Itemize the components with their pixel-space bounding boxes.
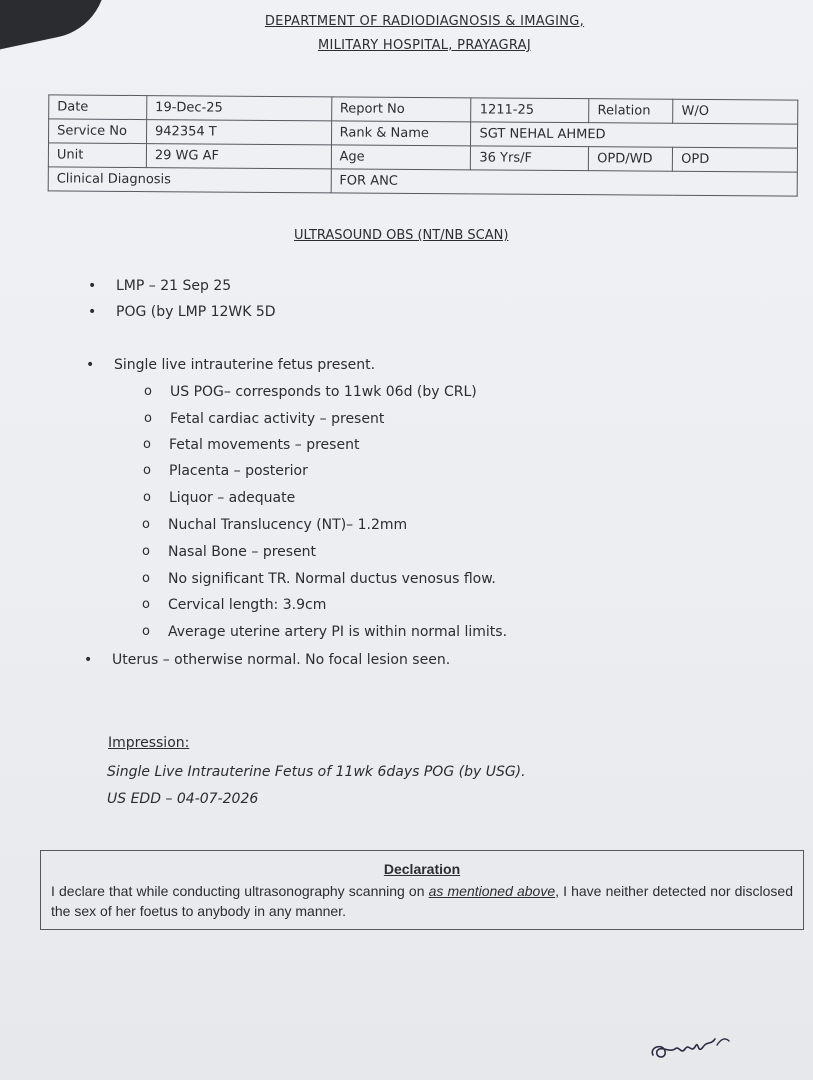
opd-wd-value: OPD: [673, 147, 798, 172]
declaration-box: [40, 850, 804, 930]
sub-finding: o Cervical length: 3.9cm: [168, 597, 326, 613]
rank-name-value: SGT NEHAL AHMED: [471, 122, 798, 148]
report-no-label: Report No: [331, 97, 471, 122]
date-value: 19-Dec-25: [147, 96, 332, 121]
declaration-text: [51, 881, 793, 921]
declaration-text-start: I declare that while conducting ultrasonography scanning on: [51, 883, 429, 899]
sub-finding: o Average uterine artery PI is within normal limits.: [168, 624, 507, 640]
finding-main: • Single live intrauterine fetus present.: [114, 357, 375, 373]
impression-line-2: US EDD – 04-07-2026: [107, 791, 259, 807]
report-title: ULTRASOUND OBS (NT/NB SCAN): [294, 228, 509, 243]
unit-value: 29 WG AF: [146, 144, 331, 169]
sub-finding: o US POG– corresponds to 11wk 06d (by CRL): [170, 384, 477, 400]
age-label: Age: [331, 145, 471, 170]
lmp-item: • LMP – 21 Sep 25: [116, 278, 231, 294]
sub-finding: o Placenta – posterior: [169, 463, 308, 479]
impression-line-1: Single Live Intrauterine Fetus of 11wk 6days POG (by USG).: [107, 764, 526, 780]
handwritten-signature: [645, 1025, 765, 1080]
unit-label: Unit: [48, 143, 146, 168]
sub-finding: o No significant TR. Normal ductus venosus flow.: [168, 571, 496, 587]
uterus-item: • Uterus – otherwise normal. No focal lesion seen.: [112, 652, 450, 668]
date-label: Date: [49, 95, 147, 120]
pog-item: • POG (by LMP 12WK 5D: [116, 304, 276, 320]
opd-wd-label: OPD/WD: [589, 147, 673, 172]
declaration-text-underlined: as mentioned above: [428, 883, 556, 899]
sub-finding: o Liquor – adequate: [169, 490, 295, 506]
clinical-diagnosis-label: Clinical Diagnosis: [48, 167, 331, 193]
service-no-label: Service No: [49, 119, 147, 144]
patient-info-table: [48, 94, 799, 196]
sub-finding: o Fetal cardiac activity – present: [170, 411, 384, 427]
declaration-text-end: , I have neither detected nor disclosed the sex of her foetus to anybody in any manner.: [51, 883, 793, 919]
sub-finding: o Fetal movements – present: [169, 437, 359, 453]
hospital-heading: MILITARY HOSPITAL, PRAYAGRAJ: [317, 38, 532, 53]
relation-label: Relation: [589, 99, 673, 124]
department-heading: DEPARTMENT OF RADIODIAGNOSIS & IMAGING,: [264, 14, 585, 29]
sub-finding: o Nasal Bone – present: [168, 544, 316, 560]
rank-name-label: Rank & Name: [331, 121, 471, 146]
service-no-value: 942354 T: [146, 120, 331, 145]
sub-finding: o Nuchal Translucency (NT)– 1.2mm: [168, 517, 407, 533]
report-no-value: 1211-25: [471, 98, 589, 123]
impression-heading: Impression:: [108, 735, 190, 751]
declaration-title: Declaration: [383, 861, 461, 877]
relation-value: W/O: [673, 99, 798, 124]
info-row-diagnosis: [48, 167, 797, 196]
clinical-diagnosis-value: FOR ANC: [331, 169, 798, 196]
age-value: 36 Yrs/F: [471, 146, 589, 171]
